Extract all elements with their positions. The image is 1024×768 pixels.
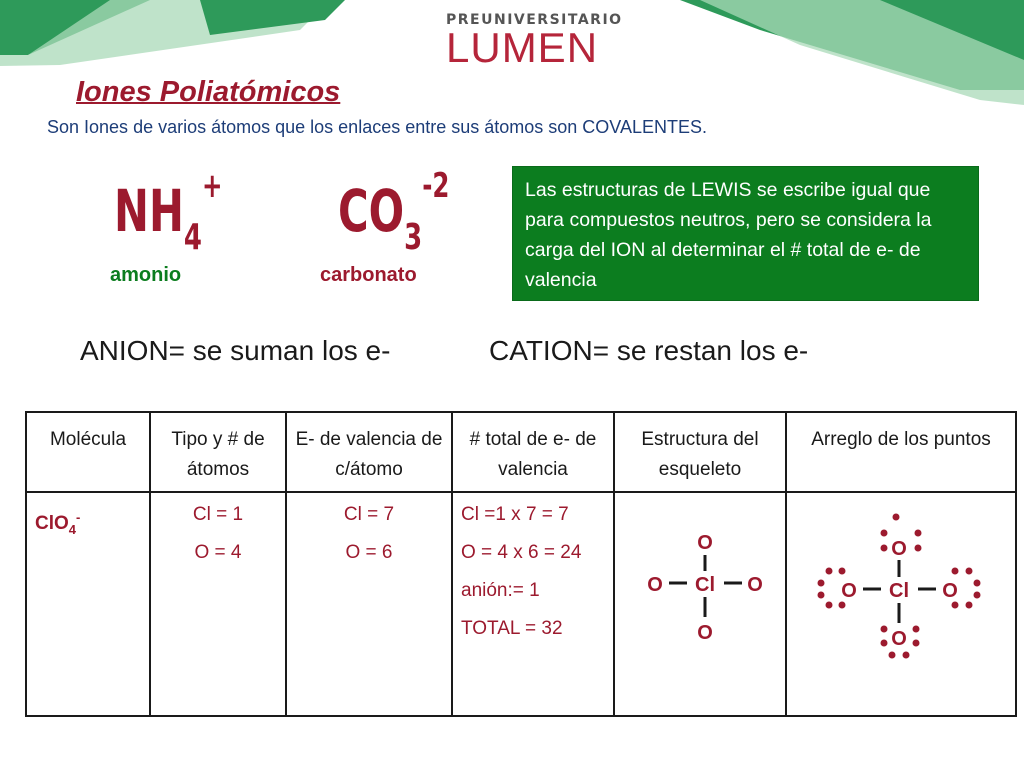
cell-total: [452, 492, 614, 716]
dot: [915, 530, 922, 537]
total-cl: Cl =1 x 7 = 7: [461, 504, 569, 525]
dot: [839, 602, 846, 609]
skeleton-atom-bottom: O: [697, 622, 713, 644]
perchlorate-formula: [35, 510, 81, 538]
dot: [966, 568, 973, 575]
ammonium-formula: [114, 166, 222, 258]
dot: [913, 626, 920, 633]
cell-skeleton: [614, 492, 786, 716]
dot: [966, 602, 973, 609]
dot: [889, 652, 896, 659]
slide-subtitle: Son Iones de varios átomos que los enlaces entre sus átomos son COVALENTES.: [47, 117, 708, 137]
dot: [913, 640, 920, 647]
skeleton-atom-right: O: [747, 574, 763, 596]
carbonate-formula: [338, 166, 449, 258]
header-dot-arrangement: Arreglo de los puntos: [786, 412, 1016, 492]
dot: [952, 602, 959, 609]
atom-count-o: O = 4: [194, 542, 242, 563]
dot: [915, 545, 922, 552]
dot: [952, 568, 959, 575]
total-o: O = 4 x 6 = 24: [461, 542, 582, 563]
header-atom-type: Tipo y # de átomos: [150, 412, 286, 492]
dot: [881, 530, 888, 537]
valence-table: [25, 411, 1017, 717]
carbonate-charge: -2: [422, 166, 450, 206]
dot: [839, 568, 846, 575]
dot: [826, 602, 833, 609]
slide-title: Iones Poliatómicos: [76, 76, 341, 108]
carbonate-subscript: 3: [404, 217, 423, 258]
total-anion: anión:= 1: [461, 580, 540, 601]
skeleton-atom-center: Cl: [695, 574, 715, 596]
ammonium-label: amonio: [110, 264, 182, 286]
cell-dot-arrangement: [786, 492, 1016, 716]
carbonate-base: CO: [338, 177, 405, 245]
header-skeleton: Estructura del esqueleto: [614, 412, 786, 492]
dot: [974, 592, 981, 599]
perchlorate-base: ClO: [35, 513, 69, 535]
ammonium-base: NH: [114, 177, 184, 245]
lewis-atom-left: O: [841, 580, 857, 602]
perchlorate-charge: -: [76, 510, 81, 525]
lewis-atom-bottom: O: [891, 628, 907, 650]
cell-valence: [286, 492, 452, 716]
table-row: [26, 492, 1016, 716]
dot: [881, 626, 888, 633]
dot: [903, 652, 910, 659]
atom-count-cl: Cl = 1: [192, 504, 244, 525]
lewis-atom-top: O: [891, 538, 907, 560]
skeleton-atom-top: O: [697, 532, 713, 554]
cell-molecule: [26, 492, 150, 716]
header-valence-per-atom: E- de valencia de c/átomo: [286, 412, 452, 492]
ammonium-charge: +: [201, 166, 223, 206]
anion-rule: ANION= se suman los e-: [80, 335, 391, 366]
dot: [974, 580, 981, 587]
logo-main-text: LUMEN: [446, 24, 599, 71]
header-total-valence: # total de e- de valencia: [452, 412, 614, 492]
dot: [818, 592, 825, 599]
perchlorate-subscript: 4: [68, 522, 77, 538]
lewis-note-box: Las estructuras de LEWIS se escribe igual que para compuestos neutros, pero se considera la carga del ION al determinar el # total de e- de valencia: [512, 166, 979, 301]
valence-o: O = 6: [345, 542, 393, 563]
table-header-row: [26, 412, 1016, 492]
ammonium-subscript: 4: [183, 217, 202, 258]
total-sum: TOTAL = 32: [461, 618, 563, 639]
skeleton-atom-left: O: [647, 574, 663, 596]
lewis-dot-diagram: [787, 493, 1015, 693]
dot: [881, 545, 888, 552]
dot: [826, 568, 833, 575]
cell-atom-types: [150, 492, 286, 716]
header-molecule: Molécula: [26, 412, 150, 492]
valence-cl: Cl = 7: [343, 504, 395, 525]
dot: [893, 514, 900, 521]
carbonate-label: carbonato: [320, 264, 417, 286]
skeleton-diagram: [615, 493, 783, 693]
cation-rule: CATION= se restan los e-: [489, 335, 809, 366]
dot: [818, 580, 825, 587]
logo-top-text: PREUNIVERSITARIO: [446, 12, 623, 28]
lewis-atom-center: Cl: [889, 580, 909, 602]
lewis-atom-right: O: [942, 580, 958, 602]
dot: [881, 640, 888, 647]
